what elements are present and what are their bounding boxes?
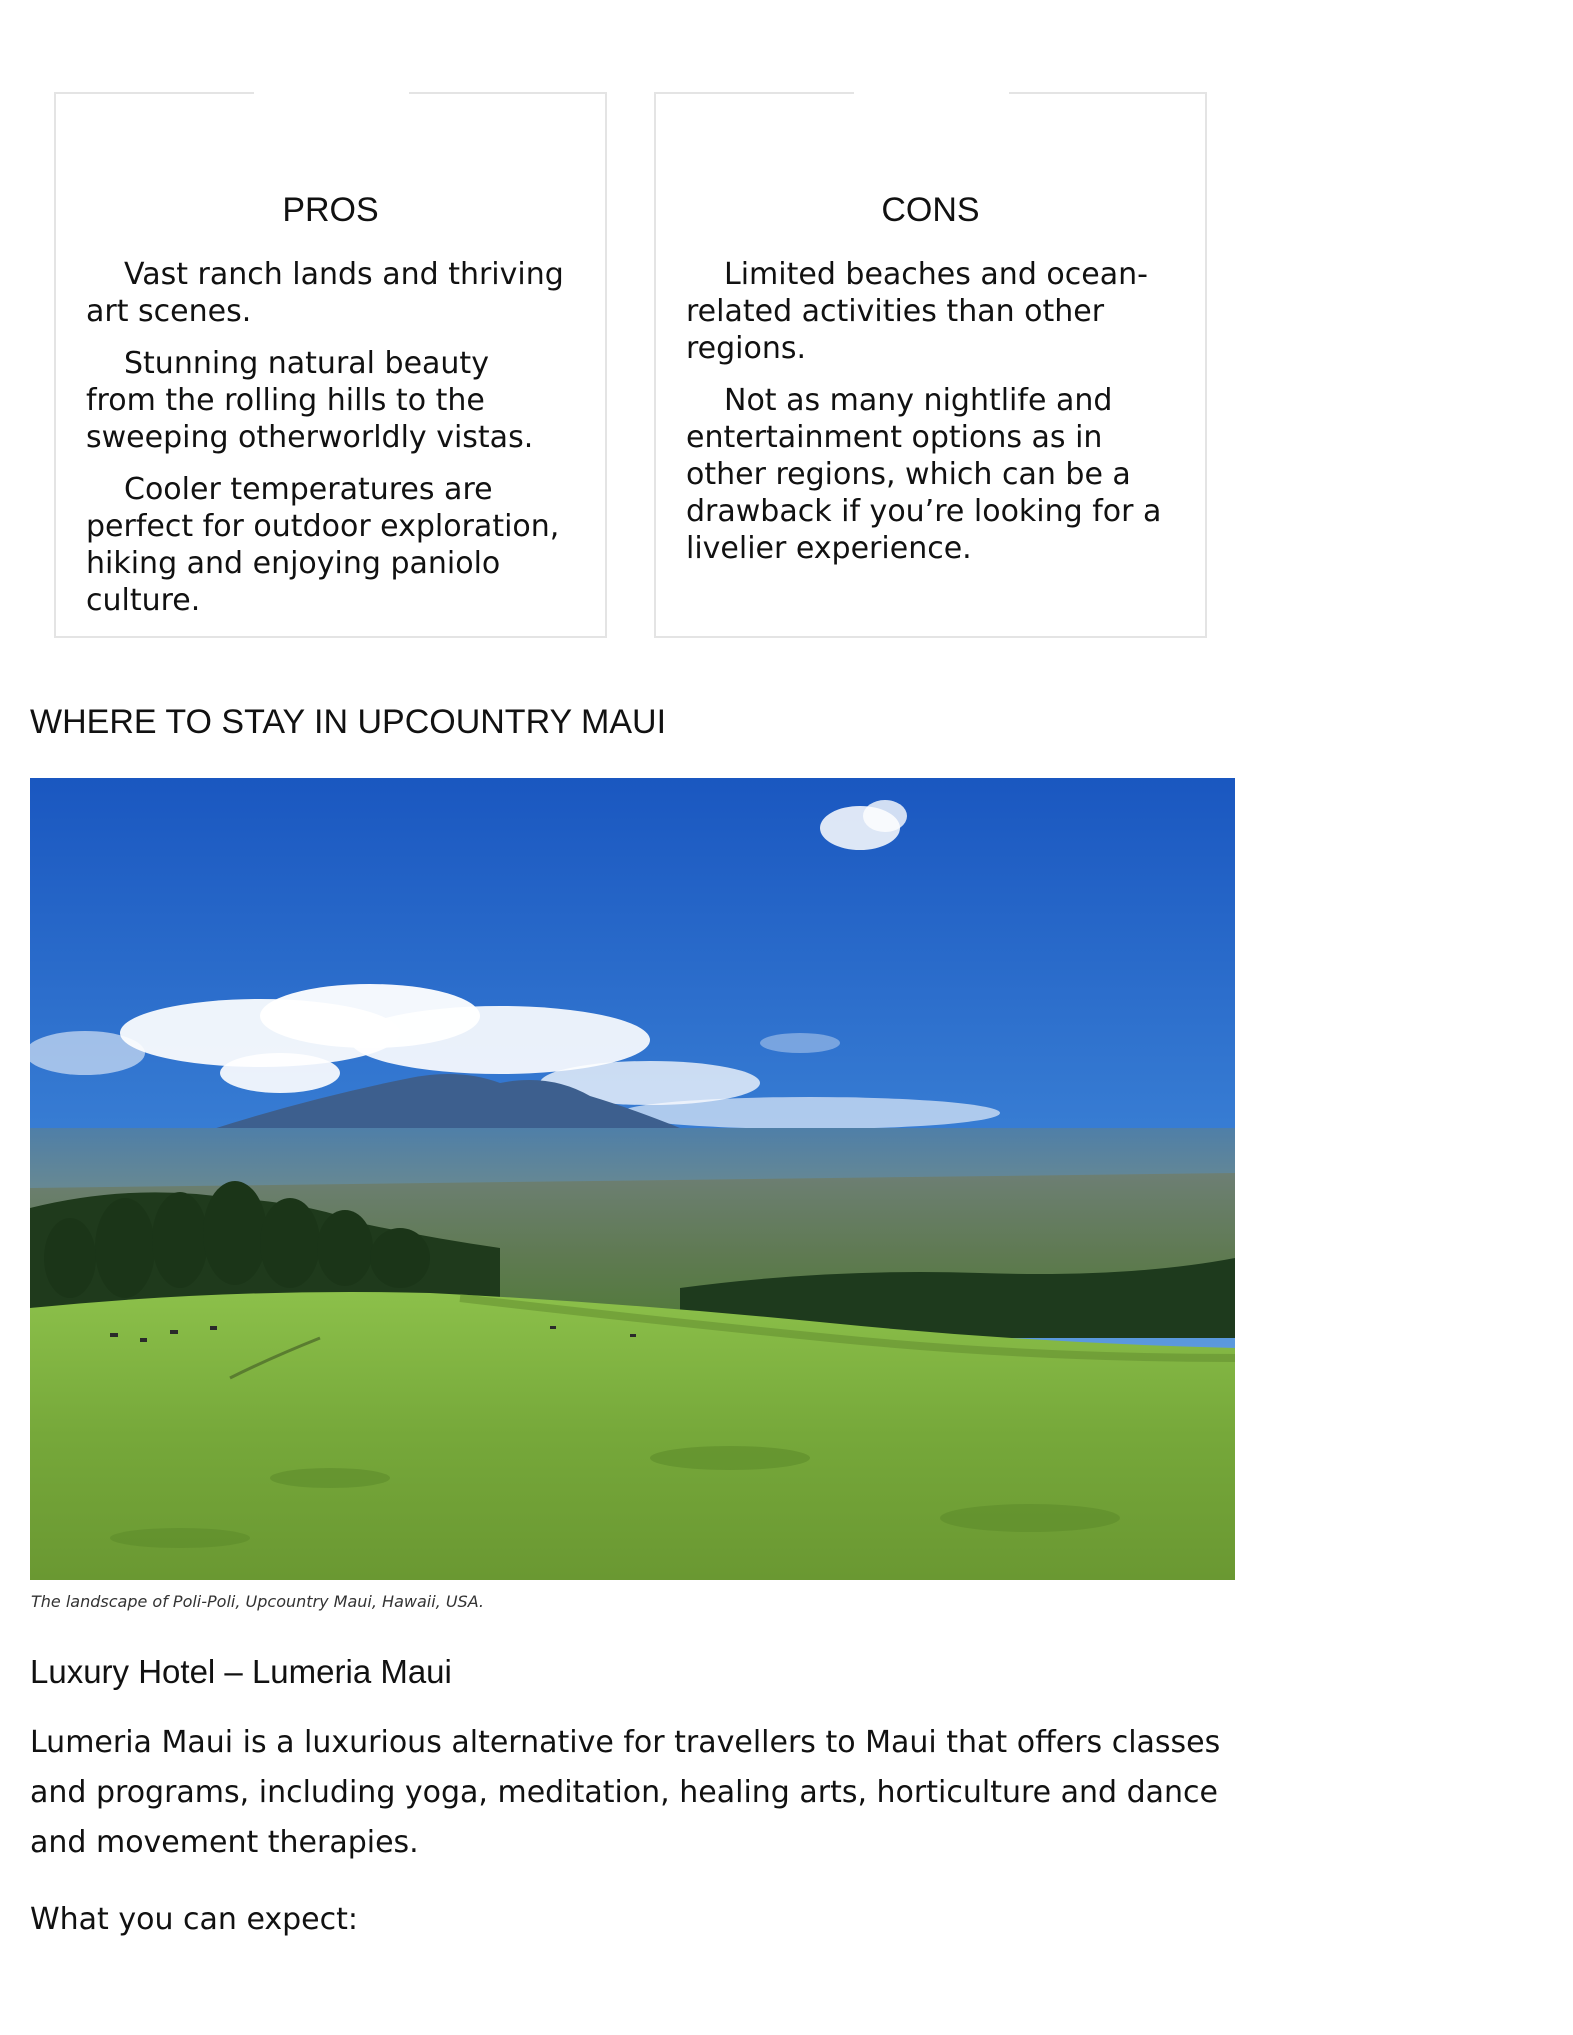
photo-caption: The landscape of Poli-Poli, Upcountry Maui, Hawaii, USA. — [31, 1592, 485, 1611]
pros-list — [86, 256, 565, 634]
expect-label: What you can expect: — [30, 1902, 358, 1937]
cons-list — [686, 256, 1165, 582]
pros-box — [54, 92, 607, 638]
landscape-photo — [30, 778, 1235, 1580]
pros-item: Vast ranch lands and thriving art scenes. — [86, 257, 564, 329]
cons-item: Limited beaches and ocean-related activities than other regions. — [686, 257, 1148, 366]
hotel-description: Lumeria Maui is a luxurious alternative for travellers to Maui that offers classes and programs, including yoga, meditation, healing arts, horticulture and dance and movement therapies. — [30, 1725, 1221, 1860]
cons-item: Not as many nightlife and entertainment options as in other regions, which can be a drawback if you’re looking for a livelier experience. — [686, 383, 1162, 566]
pros-heading: PROS — [282, 191, 379, 229]
pros-item: Stunning natural beauty from the rolling hills to the sweeping otherworldly vistas. — [86, 346, 534, 455]
section-title: WHERE TO STAY IN UPCOUNTRY MAUI — [30, 703, 667, 741]
cons-heading: CONS — [881, 191, 980, 229]
pros-item: Cooler temperatures are perfect for outdoor exploration, hiking and enjoying paniolo culture. — [86, 472, 560, 618]
hotel-title: Luxury Hotel – Lumeria Maui — [30, 1653, 452, 1690]
cons-box — [654, 92, 1207, 638]
